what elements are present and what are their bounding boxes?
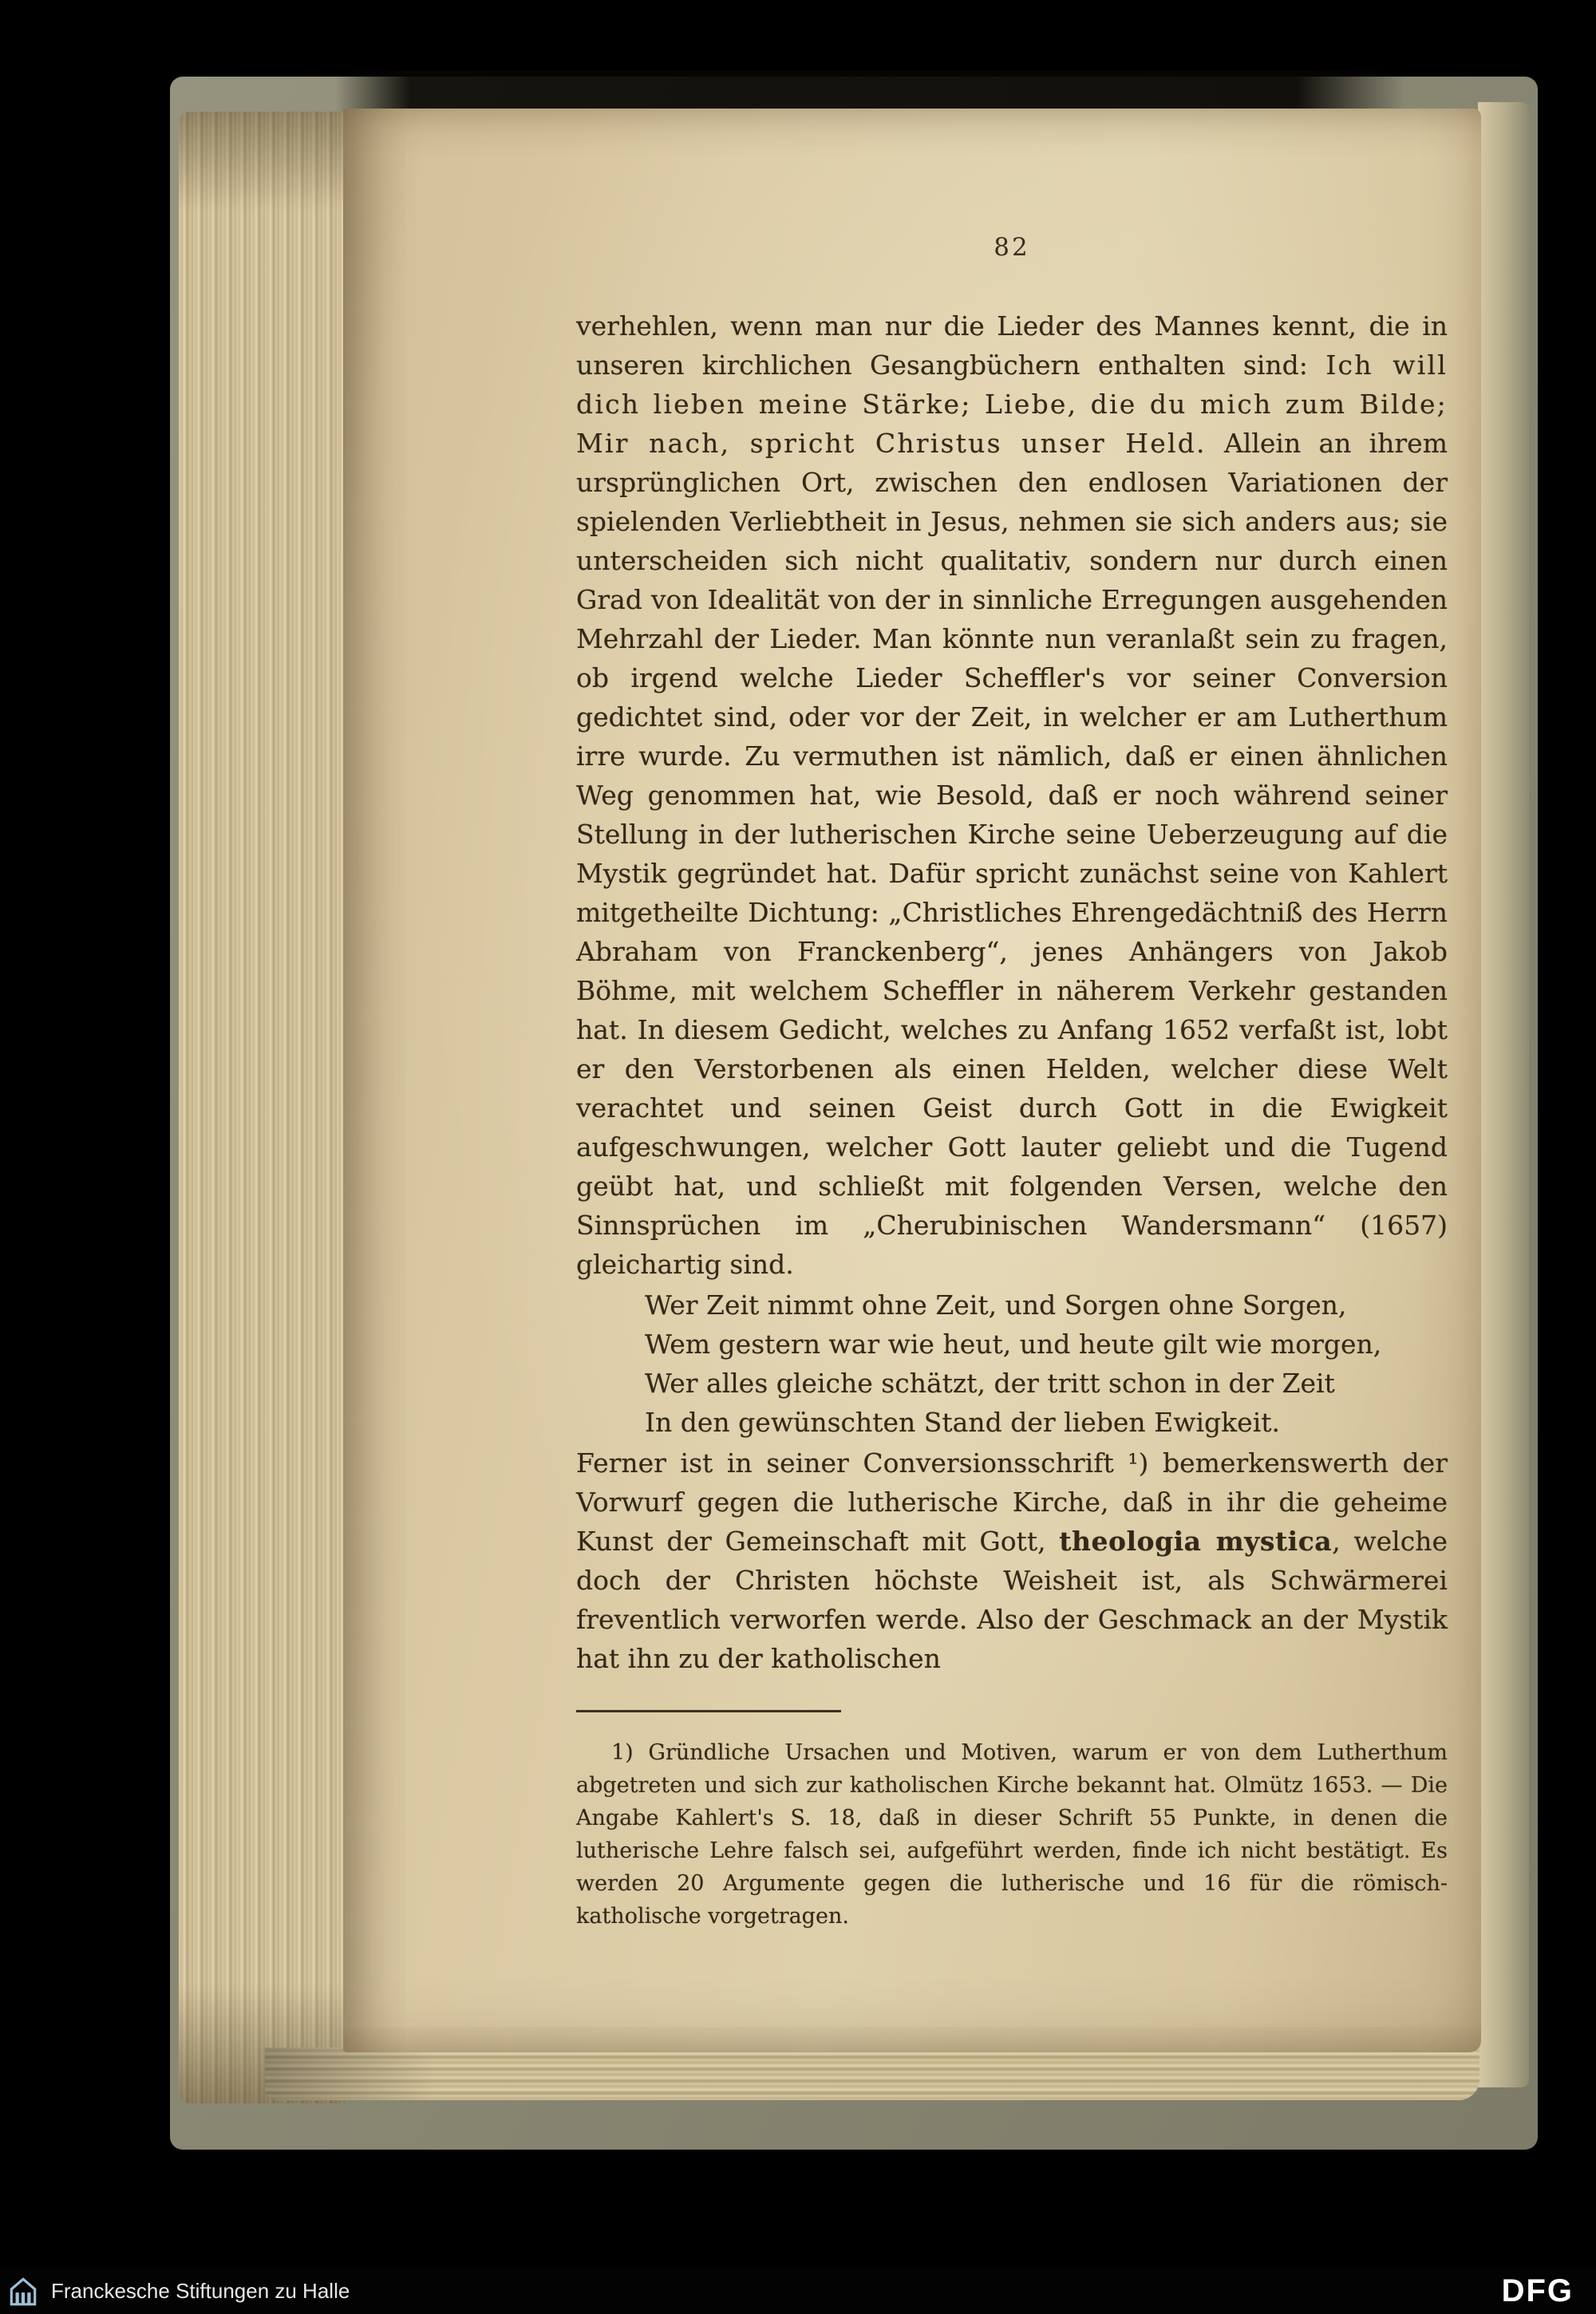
body-text bbox=[576, 306, 1448, 1933]
dfg-logo: DFG bbox=[1501, 2273, 1574, 2308]
paragraph2-start: Ferner ist in seiner Conversionsschrift ¹) bemerkenswerth der Vorwurf gegen die lutherische Kirche, daß in ihr die geheime Kunst der Gemeinschaft mit Gott, bbox=[576, 1447, 1448, 1557]
footer-left bbox=[6, 2274, 350, 2308]
franckesche-stiftungen-logo bbox=[6, 2274, 40, 2308]
page-number: 82 bbox=[994, 233, 1030, 262]
archive-footer-bar bbox=[0, 2268, 1596, 2314]
verse-line: Wer Zeit nimmt ohne Zeit, und Sorgen ohne Sorgen, bbox=[645, 1289, 1347, 1321]
page-fore-edge bbox=[1478, 102, 1529, 2087]
footnote: 1) Gründliche Ursachen und Motiven, warum er von dem Lutherthum abgetreten und sich zur katholischen Kirche bekannt hat. Olmütz 1653. — Die Angabe Kahlert's S. 18, daß in dieser Schrift 55 Punkte, in denen die lutherische Lehre falsch sei, aufgeführt werden, finde ich nicht bestätigt. Es werden 20 Argumente gegen die lutherische und 16 für die römisch-katholische vorgetragen. bbox=[576, 1740, 1448, 1929]
paragraph2-rest: , welche doch der Christen höchste Weisheit ist, als Schwärmerei freventlich verworfen werde. Also der Geschmack an der Mystik hat ihn zu der katholischen bbox=[576, 1526, 1448, 1674]
continuation-paragraph bbox=[576, 1443, 1448, 1678]
page-stack-bottom bbox=[265, 2047, 1479, 2100]
top-edge-shadow bbox=[335, 70, 1404, 113]
footnote-separator bbox=[576, 1710, 841, 1712]
page-stack-left bbox=[179, 112, 345, 2103]
verse-quotation bbox=[645, 1285, 1448, 1442]
latin-phrase: theologia mystica bbox=[1059, 1526, 1333, 1557]
verse-line: In den gewünschten Stand der lieben Ewigkeit. bbox=[645, 1407, 1280, 1438]
verse-line: Wer alles gleiche schätzt, der tritt schon in der Zeit bbox=[645, 1368, 1335, 1399]
institution-label: Franckesche Stiftungen zu Halle bbox=[51, 2278, 350, 2303]
verse-line: Wem gestern war wie heut, und heute gilt wie morgen, bbox=[645, 1329, 1382, 1360]
paragraph1-start: verhehlen, wenn man nur die Lieder des Mannes kennt, die in unseren kirchlichen Gesangbüchern enthalten sind: bbox=[576, 310, 1448, 381]
book-page bbox=[343, 109, 1481, 2052]
hymn-titles: Ich will dich lieben meine Stärke; Liebe, die du mich zum Bilde; Mir nach, spricht Christus unser Held. bbox=[576, 349, 1448, 459]
main-paragraph bbox=[576, 306, 1448, 1284]
paragraph1-rest: Allein an ihrem ursprünglichen Ort, zwischen den endlosen Variationen der spielenden Verliebtheit in Jesus, nehmen sie sich anders aus; sie unterscheiden sich nicht qualitativ, sondern nur durch einen Grad von Idealität von der in sinnliche Erregungen ausgehenden Mehrzahl der Lieder. Man könnte nun veranlaßt sein zu fragen, ob irgend welche Lieder Scheffler's vor seiner Conversion gedichtet sind, oder vor der Zeit, in welcher er am Lutherthum irre wurde. Zu vermuthen ist nämlich, daß er einen ähnlichen Weg genommen hat, wie Besold, daß er noch während seiner Stellung in der lutherischen Kirche seine Ueberzeugung auf die Mystik gegründet hat. Dafür spricht zunächst seine von Kahlert mitgetheilte Dichtung: „Christliches Ehrengedächtniß des Herrn Abraham von Franckenberg“, jenes Anhängers von Jakob Böhme, mit welchem Scheffler in näherem Verkehr gestanden hat. In diesem Gedicht, welches zu Anfang 1652 verfaßt ist, lobt er den Verstorbenen als einen Helden, welcher diese Welt verachtet und seinen Geist durch Gott in die Ewigkeit aufgeschwungen, welcher Gott lauter geliebt und die Tugend geübt hat, und schließt mit folgenden Versen, welche den Sinnsprüchen im „Cherubinischen Wandersmann“ (1657) gleichartig sind. bbox=[576, 428, 1448, 1280]
